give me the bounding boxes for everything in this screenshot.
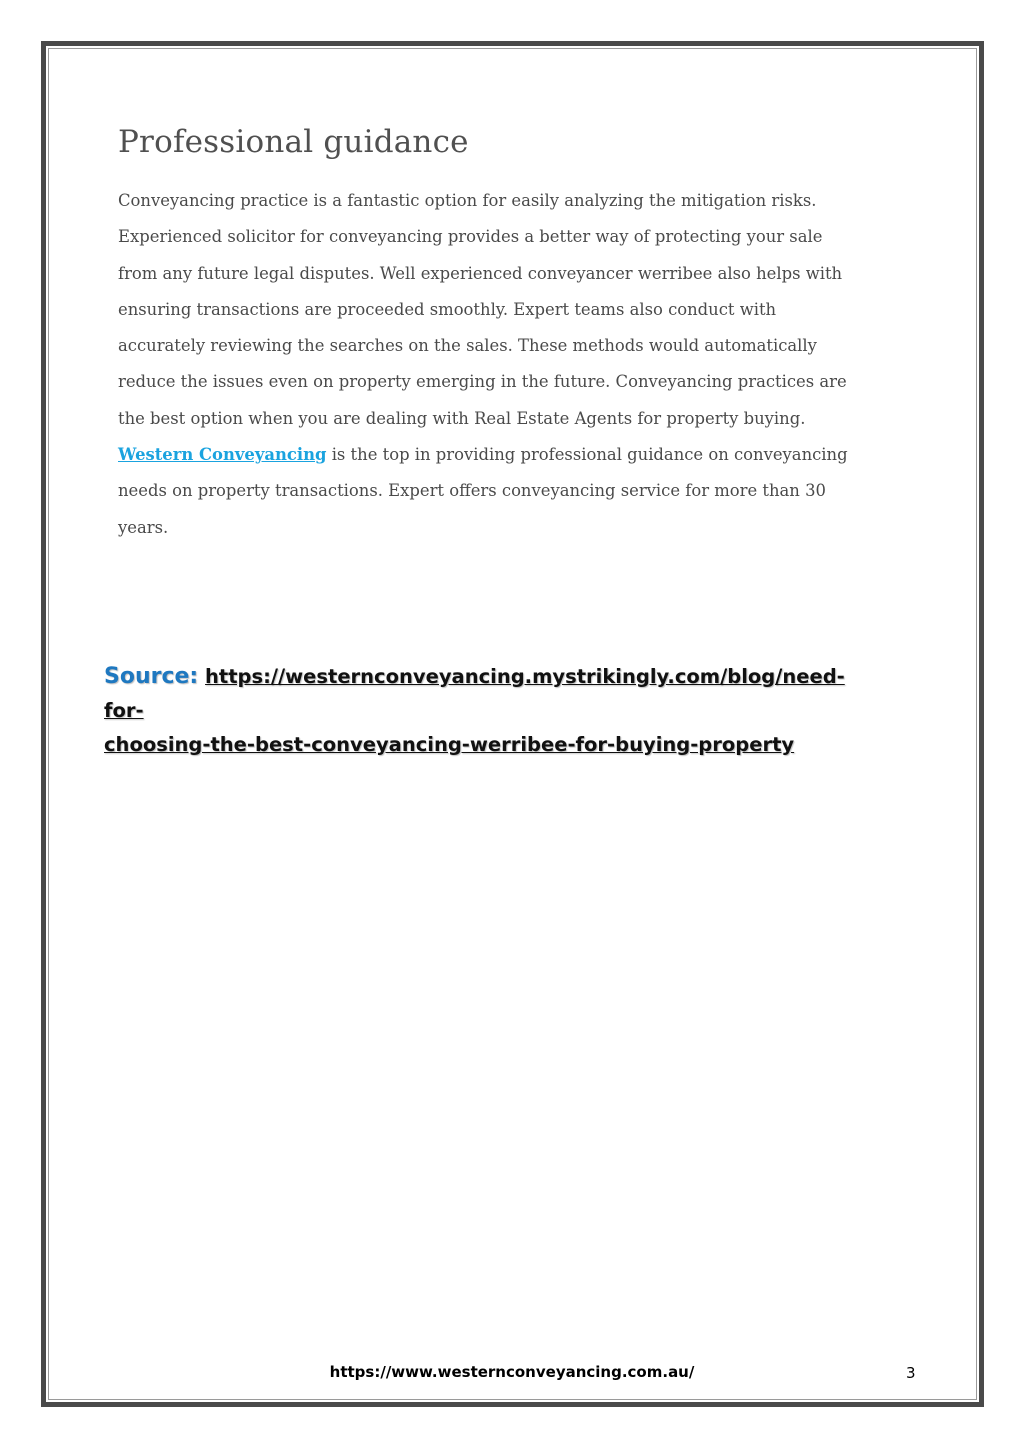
body-line: years. [118,517,169,537]
body-line: from any future legal disputes. Well experienced conveyancer werribee also helps with [118,263,843,283]
source-url-link-continued[interactable]: choosing-the-best-conveyancing-werribee-for-buying-property [104,733,795,756]
body-line: ensuring transactions are proceeded smoothly. Expert teams also conduct with [118,299,777,319]
page-heading: Professional guidance [118,124,469,160]
body-line: accurately reviewing the searches on the sales. These methods would automatically [118,336,817,356]
page-number: 3 [906,1364,916,1382]
source-label: Source: [104,664,199,689]
body-line: Conveyancing practice is a fantastic option for easily analyzing the mitigation risks. [118,191,817,210]
western-conveyancing-link[interactable]: Western Conveyancing [118,445,327,465]
body-line-after-link: is the top in providing professional guidance on conveyancing [326,445,848,465]
body-line: Experienced solicitor for conveyancing provides a better way of protecting your sale [118,227,823,247]
body-paragraph [118,183,908,546]
source-url-link[interactable]: https://westernconveyancing.mystrikingly.com/blog/need-for- [104,665,845,722]
body-line-with-link [118,437,908,473]
body-line: reduce the issues even on property emerging in the future. Conveyancing practices are [118,372,847,392]
footer-url[interactable]: https://www.westernconveyancing.com.au/ [329,1363,695,1381]
body-line: the best option when you are dealing with Real Estate Agents for property buying. [118,408,806,428]
body-line: needs on property transactions. Expert offers conveyancing service for more than 30 [118,481,826,501]
source-block [104,660,864,762]
